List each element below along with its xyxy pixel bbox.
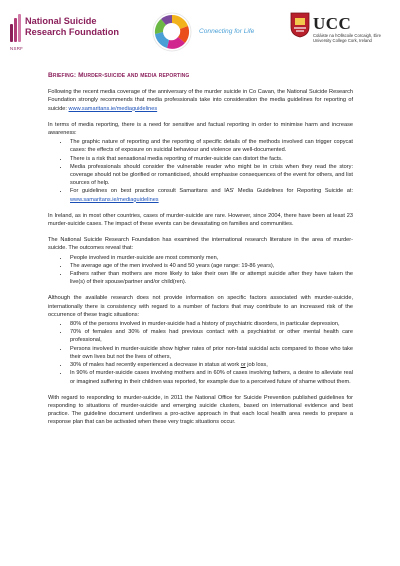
ucc-crest-icon bbox=[290, 12, 310, 38]
list-item: • In 90% of murder-suicide cases involving mothers and in 60% of cases involving fathers, a desire to alleviate real or imagined suffering in their children was reported, for example due to a perceived future of shame without them. bbox=[69, 369, 353, 385]
media-reporting-paragraph: In terms of media reporting, there is a need for sensitive and factual reporting in order to minimise harm and increase awareness: bbox=[48, 121, 353, 137]
nsrf-name: National Suicide Research Foundation bbox=[25, 16, 119, 37]
intro-paragraph: Following the recent media coverage of the anniversary of the murder suicide in Co Cavan, the National Suicide Research Foundation strongly recommends that media professionals take into consideration the media guidelines for reporting of suicide: www.samaritans.ie/mediaguidelines bbox=[48, 89, 353, 112]
list-item: • The average age of the men involved is 40 and 50 years (age range: 19-86 years), bbox=[69, 262, 353, 270]
list-item: • Persons involved in murder-suicide show higher rates of prior non-fatal suicidal acts compared to those who take their own lives but not the lives of others, bbox=[69, 345, 353, 361]
nsrf-tag: NSRF bbox=[10, 46, 24, 51]
ucc-logo bbox=[290, 12, 394, 52]
research-paragraph: The National Suicide Research Foundation has examined the international research literature in the area of murder-suicide. The outcomes reveal that: bbox=[48, 237, 353, 252]
list-item: • Media professionals should consider the vulnerable reader who might be in crisis when they read the story: coverage should not be glorified or romanticised, should emphasise consequences of the event for others, and list sources of help. bbox=[69, 163, 353, 188]
connecting-for-life-text: Connecting for Life bbox=[199, 28, 255, 35]
list-item: • 80% of the persons involved in murder-suicide had a history of psychiatric disorders, in particular depression, bbox=[69, 320, 353, 328]
briefing-body bbox=[48, 72, 353, 435]
list-item: • There is a risk that sensational media reporting of murder-suicide can distort the facts. bbox=[69, 155, 353, 163]
list-item: • Fathers rather than mothers are more likely to take their own life or attempt suicide after they have taken the live(s) of their spouse/partner and/or child(ren). bbox=[69, 270, 353, 286]
risk-factors-paragraph: Although the available research does not provide information on specific factors associated with murder-suicide, internationally there is consistency with regard to a number of factors that may contribute to an increased risk of the occurrence of these tragic situations: bbox=[48, 295, 353, 318]
list-item: • People involved in murder-suicide are most commonly men, bbox=[69, 254, 353, 262]
connecting-for-life-logo bbox=[147, 10, 255, 54]
guidelines-link[interactable]: www.samaritans.ie/mediaguidelines bbox=[70, 196, 159, 203]
ireland-paragraph: In Ireland, as in most other countries, cases of murder-suicide are rare. However, since 2004, there have been at least 23 murder-suicide cases. The impact of these events can be devastating on families and communities. bbox=[48, 212, 353, 228]
response-paragraph: With regard to responding to murder-suicide, in 2011 the National Office for Suicide Prevention published guidelines for responding to situations of murder-suicide and emerging suicide clusters, based on international evidence and best practice. The guideline document underlines a pro-active approach in that each local health area needs to prepare a response plan that can be activated when these very tragic situations occur. bbox=[48, 394, 353, 426]
list-item: • 70% of females and 30% of males had previous contact with a psychiatrist or other mental health care professional, bbox=[69, 328, 353, 344]
risk-factors-list bbox=[48, 320, 353, 386]
ucc-english-name: University College Cork, Ireland bbox=[313, 38, 372, 43]
nsrf-bars-icon bbox=[10, 14, 22, 42]
ucc-irish-name: Coláiste na hOllscoile Corcaigh, Éire bbox=[313, 33, 381, 38]
list-item: • For guidelines on best practice consult Samaritans and IAS' Media Guidelines for Reporting Suicide at: www.samaritans.ie/mediaguidelines bbox=[69, 187, 353, 203]
list-item: • 30% of males had recently experienced a decrease in status at work or job loss, bbox=[69, 361, 353, 369]
briefing-title: Briefing: Murder-suicide and media reporting bbox=[48, 72, 190, 79]
ucc-name: UCC bbox=[313, 14, 352, 33]
connecting-for-life-icon bbox=[147, 10, 197, 54]
nsrf-logo bbox=[10, 14, 119, 54]
list-item: • The graphic nature of reporting and the reporting of specific details of the methods involved can trigger copycat cases: the effects of exposure on suicidal behaviour and violence are well-documented. bbox=[69, 138, 353, 154]
media-guidelines-link[interactable]: www.samaritans.ie/mediaguidelines bbox=[68, 105, 158, 112]
media-reporting-list bbox=[48, 138, 353, 204]
letterhead bbox=[0, 0, 400, 64]
outcomes-list bbox=[48, 254, 353, 287]
